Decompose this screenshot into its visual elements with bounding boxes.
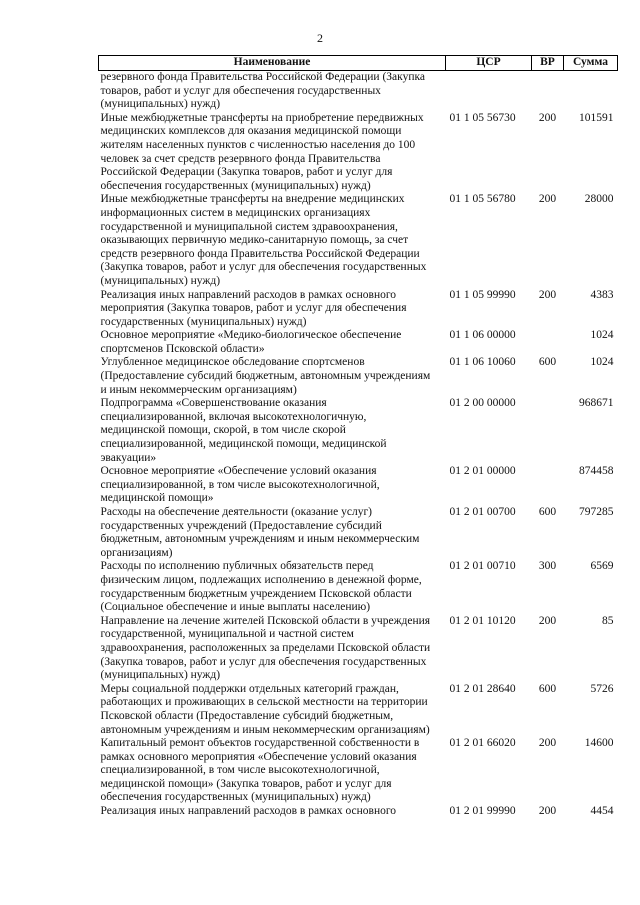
row-vr: 200 [538, 805, 557, 818]
row-csr: 01 2 00 00000 [449, 397, 516, 410]
row-csr: 01 1 05 99990 [449, 288, 516, 301]
row-csr [446, 71, 532, 112]
row-sum: 1024 [590, 356, 614, 369]
row-name: Реализация иных направлений расходов в рамках основного мероприятия (Закупка товаров, работ и услуг для обеспечения государственных (муниципальных) нужд) [100, 288, 407, 328]
table-row [99, 560, 618, 614]
row-sum: 874458 [579, 465, 614, 478]
row-vr: 200 [538, 111, 557, 124]
row-name: Подпрограмма «Совершенствование оказания специализированной, включая высокотехнологичную, медицинской помощи, скорой, в том числе скорой специализированной, медицинской помощи, медицинской эвакуации» [100, 397, 387, 464]
row-sum: 4383 [590, 288, 614, 301]
row-sum: 4454 [590, 805, 614, 818]
row-vr: 200 [538, 737, 557, 750]
table-row [99, 683, 618, 737]
header-vr: ВР [532, 56, 564, 71]
row-vr [532, 71, 564, 112]
row-csr: 01 2 01 00000 [449, 465, 516, 478]
table-row [99, 397, 618, 465]
row-sum: 28000 [584, 193, 614, 206]
header-csr: ЦСР [446, 56, 532, 71]
table-row [99, 329, 618, 356]
header-sum: Сумма [564, 56, 618, 71]
row-vr [532, 397, 564, 465]
table-row [99, 805, 618, 819]
row-vr: 300 [538, 560, 557, 573]
row-sum: 797285 [579, 506, 614, 518]
table-row [99, 71, 618, 112]
table-row [99, 615, 618, 683]
row-name: Углубленное медицинское обследование спортсменов (Предоставление субсидий бюджетным, автономным учреждениям и иным некоммерческим организациям) [100, 356, 431, 396]
row-name: Иные межбюджетные трансферты на внедрение медицинских информационных систем в медицинских организациях государственной и муниципальной систем здравоохранения, оказывающих первичную медико-санитарную помощь, за счет средств резервного фонда Правительства Российской Федерации (Закупка товаров, работ и услуг для обеспечения государственных (муниципальных) нужд) [100, 193, 427, 287]
row-csr: 01 2 01 00700 [449, 506, 516, 518]
table-row [99, 737, 618, 805]
row-name: Иные межбюджетные трансферты на приобретение передвижных медицинских комплексов для оказания медицинской помощи жителям населенных пунктов с численностью населения до 100 человек за счет средств резервного фонда Правительства Российской Федерации (Закупка товаров, работ и услуг для обеспечения государственных (муниципальных) нужд) [100, 111, 424, 192]
row-csr: 01 2 01 99990 [449, 805, 516, 818]
row-name: Расходы на обеспечение деятельности (оказание услуг) государственных учреждений (Предоставление субсидий бюджетным, автономным учреждениям и иным некоммерческим организациям) [100, 506, 420, 559]
row-vr: 600 [538, 682, 557, 695]
table-row [99, 193, 618, 288]
row-sum: 1024 [590, 329, 614, 342]
row-vr [532, 329, 564, 356]
row-sum: 14600 [584, 737, 614, 750]
row-vr: 600 [538, 356, 557, 369]
table-row [99, 465, 618, 506]
table-header-row [99, 56, 618, 71]
row-csr: 01 2 01 28640 [449, 682, 516, 695]
row-name: резервного фонда Правительства Российской Федерации (Закупка товаров, работ и услуг для обеспечения государственных (муниципальных) нужд) [100, 71, 425, 111]
row-vr [532, 465, 564, 506]
row-sum: 85 [602, 614, 614, 627]
row-name: Капитальный ремонт объектов государственной собственности в рамках основного мероприятия «Обеспечение условий оказания специализированной, в том числе высокотехнологичной, медицинской помощи» (Закупка товаров, работ и услуг для обеспечения государственных (муниципальных) нужд) [100, 737, 420, 804]
row-vr: 600 [538, 506, 557, 518]
table-row [99, 506, 618, 560]
row-name: Расходы по исполнению публичных обязательств перед физическим лицом, подлежащих исполнению в денежной форме, государственным бюджетным учреждением Псковской области (Социальное обеспечение и иные выплаты населению) [100, 560, 422, 614]
table-row [99, 112, 618, 194]
row-sum: 5726 [590, 682, 614, 695]
row-csr: 01 2 01 00710 [449, 560, 516, 573]
row-sum: 968671 [579, 397, 614, 410]
row-sum: 6569 [590, 560, 614, 573]
row-name: Основное мероприятие «Обеспечение условий оказания специализированной, в том числе высокотехнологичной, медицинской помощи» [100, 465, 380, 505]
budget-table [98, 55, 618, 819]
row-name: Основное мероприятие «Медико-биологическое обеспечение спортсменов Псковской области» [100, 329, 402, 355]
row-csr: 01 1 05 56730 [449, 111, 516, 124]
row-csr: 01 2 01 10120 [449, 614, 516, 627]
row-csr: 01 2 01 66020 [449, 737, 516, 750]
row-name: Направление на лечение жителей Псковской области в учреждения государственной, муниципальной и частной систем здравоохранения, расположенных за пределами Псковской области (Закупка товаров, работ и услуг для обеспечения государственных (муниципальных) нужд) [100, 614, 431, 682]
row-csr: 01 1 06 10060 [449, 356, 516, 369]
row-name: Меры социальной поддержки отдельных категорий граждан, работающих и проживающих в сельской местности на территории Псковской области (Предоставление субсидий бюджетным, автономным учреждениям и иным некоммерческим организациям) [100, 682, 430, 736]
row-sum [564, 71, 618, 112]
page-number: 2 [317, 31, 323, 45]
header-name: Наименование [99, 56, 446, 71]
row-csr: 01 1 05 56780 [449, 193, 516, 206]
table-row [99, 356, 618, 397]
row-vr: 200 [538, 193, 557, 206]
row-sum: 101591 [579, 111, 614, 124]
row-name: Реализация иных направлений расходов в рамках основного [100, 805, 397, 818]
row-vr: 200 [538, 288, 557, 301]
table-row [99, 289, 618, 330]
row-csr: 01 1 06 00000 [449, 329, 516, 342]
row-vr: 200 [538, 614, 557, 627]
